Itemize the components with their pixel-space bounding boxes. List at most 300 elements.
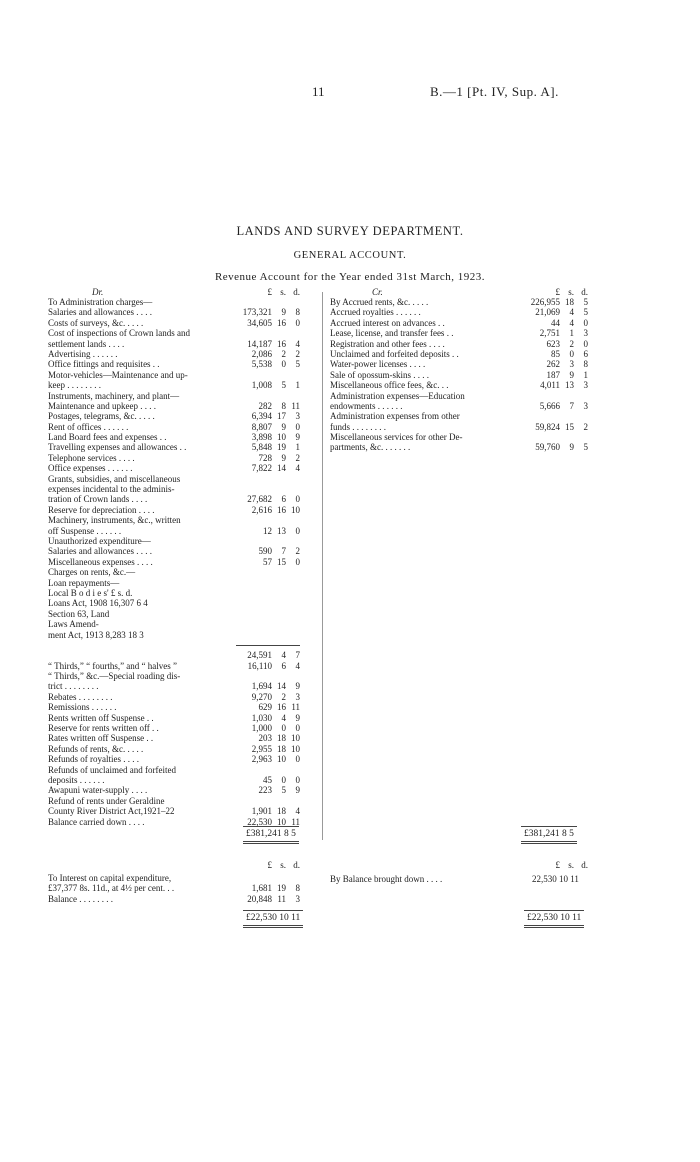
pence: 5 (583, 307, 588, 318)
pence: 3 (295, 411, 300, 422)
debit-line (48, 661, 320, 671)
shillings: 2 (281, 691, 286, 702)
pounds: 2,963 (251, 754, 272, 765)
pence: 0 (295, 723, 300, 734)
debit-line (48, 515, 320, 525)
pence: 9 (295, 712, 300, 723)
pounds: 22,530 (247, 816, 272, 827)
pounds: 262 (546, 359, 560, 370)
line-label: Postages, telegrams, &c. . . . . (48, 411, 155, 422)
appropriation-row (48, 883, 320, 893)
pence: 3 (295, 691, 300, 702)
line-amount (238, 339, 300, 349)
line-label: Salaries and allowances . . . . (48, 546, 152, 557)
pounds-heading: £ (555, 860, 560, 870)
credit-line (330, 339, 595, 349)
line-amount (526, 349, 588, 359)
credit-line (330, 297, 595, 307)
line-label: partments, &c. . . . . . . (330, 442, 411, 453)
shillings: 5 (281, 785, 286, 796)
line-label: Reserve for depreciation . . . . (48, 504, 155, 515)
shillings: 19 (277, 883, 286, 894)
pence: 8 (583, 359, 588, 370)
line-label: Telephone services . . . . (48, 452, 135, 463)
debit-line (48, 484, 320, 494)
credit-line (330, 401, 595, 411)
pounds: 59,760 (535, 442, 560, 453)
line-label: Miscellaneous services for other De- (330, 432, 463, 443)
line-label: Unclaimed and forfeited deposits . . (330, 348, 459, 359)
line-amount (238, 557, 300, 567)
line-label: Remissions . . . . . . (48, 702, 117, 713)
line-label: To Administration charges— (48, 297, 153, 307)
pence: 5 (295, 359, 300, 370)
pence: 0 (295, 317, 300, 328)
document-title: LANDS AND SURVEY DEPARTMENT. (236, 224, 464, 238)
line-label: Refunds of unclaimed and forfeited (48, 764, 176, 775)
appropriation-label: Balance . . . . . . . . (48, 893, 113, 904)
line-label: deposits . . . . . . (48, 774, 105, 785)
line-amount (526, 328, 588, 338)
line-amount (238, 359, 300, 369)
line-amount (238, 733, 300, 743)
pounds-heading: £ (267, 860, 272, 870)
debit-line (48, 536, 320, 546)
line-amount (238, 650, 300, 660)
line-amount (238, 401, 300, 411)
pence: 0 (295, 525, 300, 536)
line-label: tration of Crown lands . . . . (48, 494, 148, 505)
credit-line (330, 328, 595, 338)
debit-line (48, 588, 320, 598)
pounds: 2,751 (539, 328, 560, 339)
pounds: 203 (258, 733, 272, 744)
line-label: By Accrued rents, &c. . . . . (330, 297, 429, 307)
shillings: 0 (281, 774, 286, 785)
line-label: Office expenses . . . . . . (48, 463, 133, 474)
shillings: 16 (277, 317, 286, 328)
line-amount (238, 442, 300, 452)
pence: 8 (295, 307, 300, 318)
shillings-heading: s. (280, 860, 286, 870)
debit-line (48, 723, 320, 733)
line-label: Registration and other fees . . . . (330, 338, 445, 349)
line-label: Instruments, machinery, and plant— (48, 390, 180, 401)
pounds: 12 (263, 525, 272, 536)
page-number: 11 (312, 84, 325, 99)
pounds: 57 (263, 556, 272, 567)
pounds: 44 (551, 317, 560, 328)
credit-column (330, 297, 595, 453)
shillings: 7 (569, 400, 574, 411)
line-label: Unauthorized expenditure— (48, 535, 151, 546)
line-label: Cost of inspections of Crown lands and (48, 328, 190, 339)
pence-heading: d. (293, 860, 300, 870)
line-label: Grants, subsidies, and miscellaneous (48, 473, 181, 484)
line-amount (238, 713, 300, 723)
shillings: 4 (569, 307, 574, 318)
credit-line (330, 442, 595, 452)
debit-line (48, 567, 320, 577)
line-amount (238, 422, 300, 432)
cr-heading: Cr. (372, 287, 383, 297)
line-amount (526, 380, 588, 390)
pounds: 2,955 (251, 743, 272, 754)
pence: 3 (583, 380, 588, 391)
pounds: 14,187 (247, 338, 272, 349)
line-amount (526, 297, 588, 307)
debit-line (48, 526, 320, 536)
pence: 0 (295, 774, 300, 785)
pence: 3 (295, 893, 300, 904)
pounds: 27,682 (247, 494, 272, 505)
line-label: Accrued royalties . . . . . . (330, 307, 421, 318)
line-label: Local B o d i e s' £ s. d. (48, 587, 133, 598)
shillings: 13 (565, 380, 574, 391)
pence: 2 (583, 421, 588, 432)
subtotal-rule (236, 645, 300, 646)
debit-line (48, 505, 320, 515)
debit-line (48, 619, 320, 629)
pounds: 20,848 (247, 893, 272, 904)
line-amount (238, 775, 300, 785)
line-label: Miscellaneous office fees, &c. . . (330, 380, 449, 391)
line-label: Administration expenses—Education (330, 390, 465, 401)
shillings: 17 (277, 411, 286, 422)
line-label: Miscellaneous expenses . . . . (48, 556, 153, 567)
credit-line (330, 432, 595, 442)
line-label: Machinery, instruments, &c., written (48, 515, 181, 526)
line-amount (526, 307, 588, 317)
shillings: 18 (277, 806, 286, 817)
debit-line (48, 671, 320, 681)
debit-column (48, 297, 320, 827)
line-amount (238, 785, 300, 795)
debit-line (48, 733, 320, 743)
debit-line (48, 442, 320, 452)
shillings: 10 (277, 754, 286, 765)
pence: 5 (583, 297, 588, 307)
pounds: 173,321 (242, 307, 272, 318)
pence: 1 (295, 442, 300, 453)
shillings: 9 (281, 452, 286, 463)
debit-line (48, 297, 320, 307)
debit-line (48, 775, 320, 785)
debit-line (48, 391, 320, 401)
shillings: 9 (569, 442, 574, 453)
shillings: 7 (281, 546, 286, 557)
shillings: 18 (277, 733, 286, 744)
pounds-heading: £ (555, 287, 560, 297)
debit-line (48, 494, 320, 504)
shillings: 5 (281, 380, 286, 391)
line-label: Rates written off Suspense . . (48, 733, 154, 744)
appropriation-credit-total: £22,530 10 11 (524, 910, 584, 928)
shillings: 8 (281, 400, 286, 411)
line-amount (238, 702, 300, 712)
line-amount (526, 318, 588, 328)
pounds: 728 (258, 452, 272, 463)
pence: 9 (295, 785, 300, 796)
pence: 4 (295, 463, 300, 474)
credit-line (330, 380, 595, 390)
credit-line (330, 359, 595, 369)
line-label: funds . . . . . . . . (330, 421, 386, 432)
pence: 8 (295, 883, 300, 894)
shillings: 1 (569, 328, 574, 339)
pence: 6 (583, 348, 588, 359)
line-amount (526, 339, 588, 349)
pence: 11 (291, 400, 300, 411)
balance-brought-down-amount: 22,530 10 11 (532, 874, 579, 884)
shillings: 0 (281, 723, 286, 734)
debit-line (48, 598, 320, 608)
appropriation-label: £37,377 8s. 11d., at 4½ per cent. . . (48, 883, 175, 894)
debit-line (48, 765, 320, 775)
line-label: ment Act, 1913 8,283 18 3 (48, 629, 144, 640)
line-label: County River District Act,1921–22 (48, 806, 175, 817)
shillings: 14 (277, 681, 286, 692)
line-amount (238, 526, 300, 536)
line-label: Sale of opossum-skins . . . . (330, 369, 429, 380)
shillings: 10 (277, 432, 286, 443)
line-amount (238, 546, 300, 556)
line-label: endowments . . . . . . (330, 400, 403, 411)
shillings: 4 (281, 650, 286, 661)
shillings: 16 (277, 338, 286, 349)
pence: 3 (583, 400, 588, 411)
line-label: “ Thirds,” “ fourths,” and “ halves ” (48, 660, 178, 671)
shillings: 18 (277, 743, 286, 754)
shillings: 2 (569, 338, 574, 349)
line-amount (238, 754, 300, 764)
line-amount (526, 359, 588, 369)
line-label: Water-power licenses . . . . (330, 359, 426, 370)
line-label: Rents written off Suspense . . (48, 712, 154, 723)
shillings: 9 (281, 421, 286, 432)
pounds: 1,008 (251, 380, 272, 391)
pounds: 34,605 (247, 317, 272, 328)
pounds: 16,110 (247, 660, 272, 671)
line-amount (526, 401, 588, 411)
line-label: “ Thirds,” &c.—Special roading dis- (48, 671, 181, 682)
debit-line (48, 380, 320, 390)
pence: 10 (291, 743, 300, 754)
line-amount (238, 432, 300, 442)
debit-line (48, 422, 320, 432)
pence: 10 (291, 733, 300, 744)
credit-line (330, 370, 595, 380)
debit-line (48, 370, 320, 380)
shillings: 11 (277, 893, 286, 904)
line-label: Balance carried down . . . . (48, 816, 145, 827)
line-label: Section 63, Land (48, 608, 110, 619)
appropriation-credit-money-heading (526, 860, 588, 870)
debit-line (48, 796, 320, 806)
debit-line (48, 411, 320, 421)
pence: 7 (295, 650, 300, 661)
shillings: 10 (277, 816, 286, 827)
line-amount (238, 681, 300, 691)
debit-line (48, 432, 320, 442)
pounds: 1,681 (251, 883, 272, 894)
shillings: 19 (277, 442, 286, 453)
pounds: 2,086 (251, 348, 272, 359)
pence-heading: d. (293, 287, 300, 297)
line-label: Office fittings and requisites . . (48, 359, 160, 370)
pounds: 1,694 (251, 681, 272, 692)
pounds: 629 (258, 702, 272, 713)
pounds: 24,591 (247, 650, 272, 661)
pence: 0 (295, 494, 300, 505)
shillings: 3 (569, 359, 574, 370)
shillings: 4 (281, 712, 286, 723)
pounds: 1,030 (251, 712, 272, 723)
pounds: 2,616 (251, 504, 272, 515)
pounds-heading: £ (267, 287, 272, 297)
dr-heading: Dr. (92, 287, 104, 297)
pounds: 6,394 (251, 411, 272, 422)
shillings: 13 (277, 525, 286, 536)
shillings: 15 (277, 556, 286, 567)
debit-line (48, 692, 320, 702)
debit-line (48, 318, 320, 328)
line-label: Laws Amend- (48, 619, 99, 630)
credit-line (330, 318, 595, 328)
pounds: 282 (258, 400, 272, 411)
pence: 0 (295, 556, 300, 567)
pounds: 5,848 (251, 442, 272, 453)
shillings-heading: s. (568, 860, 574, 870)
line-label: Advertising . . . . . . (48, 348, 118, 359)
balance-brought-down-label: By Balance brought down . . . . (330, 874, 443, 884)
appropriation-debit-total: £22,530 10 11 (243, 910, 303, 928)
pounds: 226,955 (530, 297, 560, 307)
debit-total: £381,241 8 5 (243, 826, 299, 844)
shillings: 16 (277, 702, 286, 713)
line-label: Refund of rents under Geraldine (48, 795, 165, 806)
shillings: 4 (569, 317, 574, 328)
debit-line (48, 463, 320, 473)
pounds: 1,000 (251, 723, 272, 734)
credit-line (330, 422, 595, 432)
appropriation-debit (48, 873, 320, 904)
shillings: 9 (281, 307, 286, 318)
pence: 5 (583, 442, 588, 453)
line-label: Motor-vehicles—Maintenance and up- (48, 369, 188, 380)
pounds: 5,666 (539, 400, 560, 411)
credit-line (330, 349, 595, 359)
line-label: Land Board fees and expenses . . (48, 432, 167, 443)
shillings: 0 (569, 348, 574, 359)
pounds: 1,901 (251, 806, 272, 817)
debit-line (48, 744, 320, 754)
line-amount (526, 370, 588, 380)
line-label: trict . . . . . . . . (48, 681, 99, 692)
pence: 11 (291, 816, 300, 827)
pounds: 9,270 (251, 691, 272, 702)
line-label: Rebates . . . . . . . . (48, 691, 113, 702)
appropriation-row (48, 894, 320, 904)
pence: 1 (295, 380, 300, 391)
debit-line (48, 754, 320, 764)
shillings: 2 (281, 348, 286, 359)
shillings: 16 (277, 504, 286, 515)
credit-line (330, 411, 595, 421)
shillings: 15 (565, 421, 574, 432)
debit-line (48, 713, 320, 723)
line-label: Rent of offices . . . . . . (48, 421, 129, 432)
line-label: settlement lands . . . . (48, 338, 125, 349)
line-label: Reserve for rents written off . . (48, 723, 159, 734)
line-amount (238, 453, 300, 463)
debit-line (48, 578, 320, 588)
document-subtitle: GENERAL ACCOUNT. (293, 250, 407, 261)
line-amount (238, 744, 300, 754)
appropriation-label: To Interest on capital expenditure, (48, 873, 172, 883)
debit-line (48, 630, 320, 640)
shillings: 6 (281, 660, 286, 671)
line-amount (238, 411, 300, 421)
pence: 4 (295, 660, 300, 671)
pence: 0 (295, 754, 300, 765)
debit-line (48, 339, 320, 349)
line-label: Lease, license, and transfer fees . . (330, 328, 454, 339)
appropriation-debit-money-heading (238, 860, 300, 870)
appropriation-row (48, 873, 320, 883)
debit-line (48, 609, 320, 619)
debit-money-heading (238, 287, 300, 297)
line-label: expenses incidental to the adminis- (48, 484, 175, 495)
line-amount (238, 692, 300, 702)
shillings-heading: s. (280, 287, 286, 297)
line-amount (238, 349, 300, 359)
line-amount (238, 806, 300, 816)
debit-line (48, 453, 320, 463)
credit-money-heading (526, 287, 588, 297)
statement-heading: Revenue Account for the Year ended 31st March, 1923. (214, 271, 486, 283)
pence: 4 (295, 806, 300, 817)
pence-heading: d. (581, 287, 588, 297)
pounds: 5,538 (251, 359, 272, 370)
shillings: 14 (277, 463, 286, 474)
debit-line (48, 349, 320, 359)
pounds: 623 (546, 338, 560, 349)
line-label: Salaries and allowances . . . . (48, 307, 152, 318)
appropriation-amount (238, 883, 300, 893)
pounds: 7,822 (251, 463, 272, 474)
line-label: Refunds of royalties . . . . (48, 754, 139, 765)
debit-line (48, 474, 320, 484)
line-amount (238, 318, 300, 328)
line-label: Charges on rents, &c.— (48, 567, 136, 578)
debit-line (48, 401, 320, 411)
line-amount (526, 422, 588, 432)
pounds: 21,069 (535, 307, 560, 318)
line-label: keep . . . . . . . . (48, 380, 101, 391)
appropriation-amount (238, 894, 300, 904)
pounds: 45 (263, 774, 272, 785)
line-amount (238, 494, 300, 504)
debit-line (48, 785, 320, 795)
line-label: off Suspense . . . . . . (48, 525, 122, 536)
debit-line (48, 557, 320, 567)
page-reference: B.—1 [Pt. IV, Sup. A]. (430, 84, 559, 99)
line-label: Costs of surveys, &c. . . . . (48, 317, 144, 328)
debit-line (48, 681, 320, 691)
pence: 2 (295, 348, 300, 359)
pounds: 3,898 (251, 432, 272, 443)
